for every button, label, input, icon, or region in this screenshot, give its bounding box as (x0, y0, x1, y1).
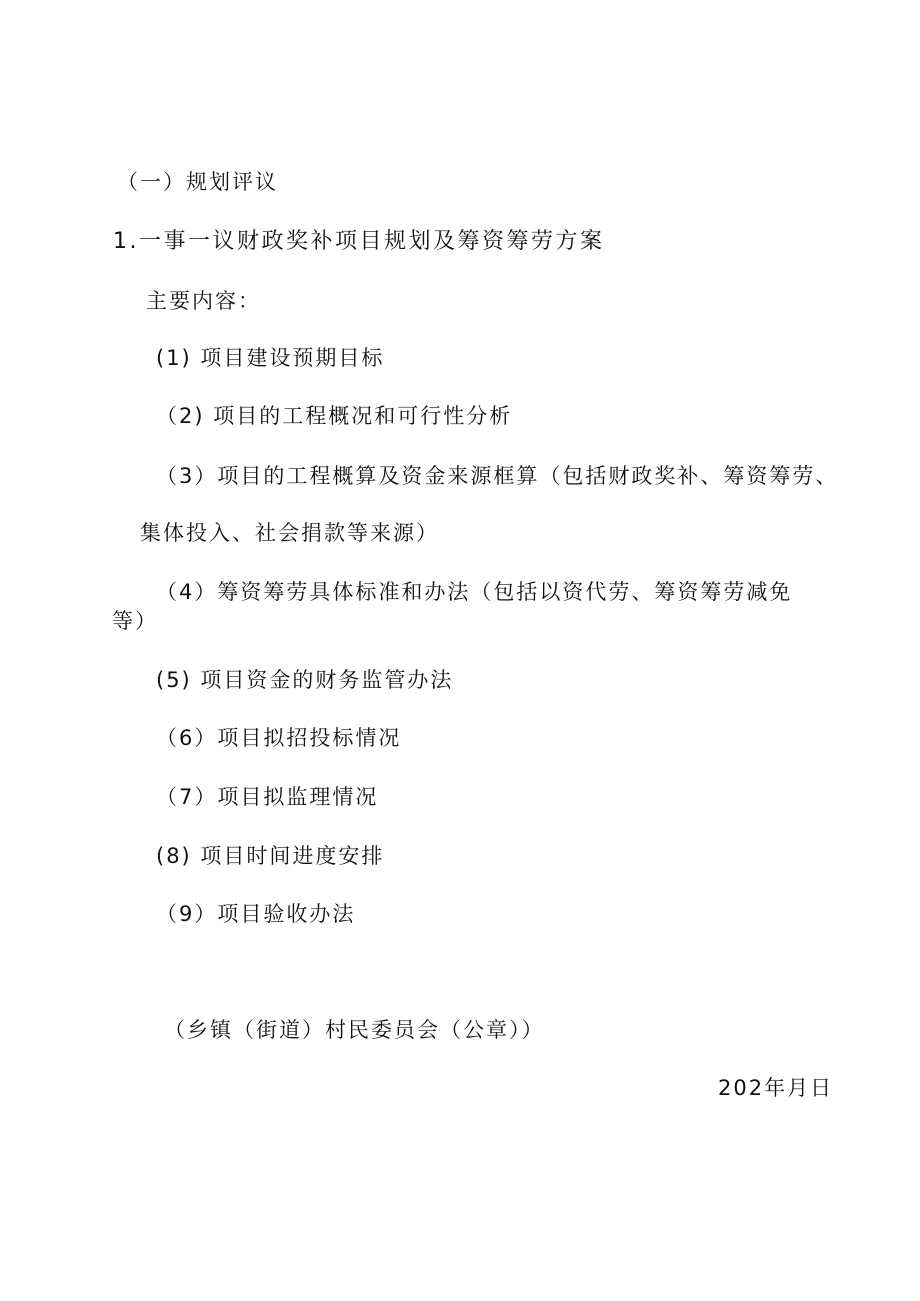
section-title: （一）规划评议 (117, 170, 278, 194)
list-item: （4）筹资筹劳具体标准和办法（包括以资代劳、筹资筹劳减免 (156, 580, 793, 604)
date-line: 202年月日 (718, 1076, 834, 1100)
list-item-continuation: 集体投入、社会捐款等来源） (140, 521, 439, 545)
list-item: （6）项目拟招投标情况 (156, 726, 402, 750)
list-item: (5) 项目资金的财务监管办法 (156, 668, 454, 692)
document-title: 1.一事一议财政奖补项目规划及筹资筹劳方案 (113, 229, 605, 254)
signature-line: （乡镇（街道）村民委员会（公章）） (164, 1018, 545, 1042)
list-item: （9）项目验收办法 (156, 902, 356, 926)
intro-label: 主要内容： (146, 289, 261, 313)
list-item: (8) 项目时间进度安排 (156, 844, 385, 868)
list-item: (1) 项目建设预期目标 (156, 346, 385, 370)
list-item-continuation: 等） (112, 609, 158, 633)
list-item: （3）项目的工程概算及资金来源框算（包括财政奖补、筹资筹劳、 (156, 464, 839, 488)
list-item: （2) 项目的工程概况和可行性分析 (156, 404, 513, 428)
list-item: （7）项目拟监理情况 (156, 785, 379, 809)
